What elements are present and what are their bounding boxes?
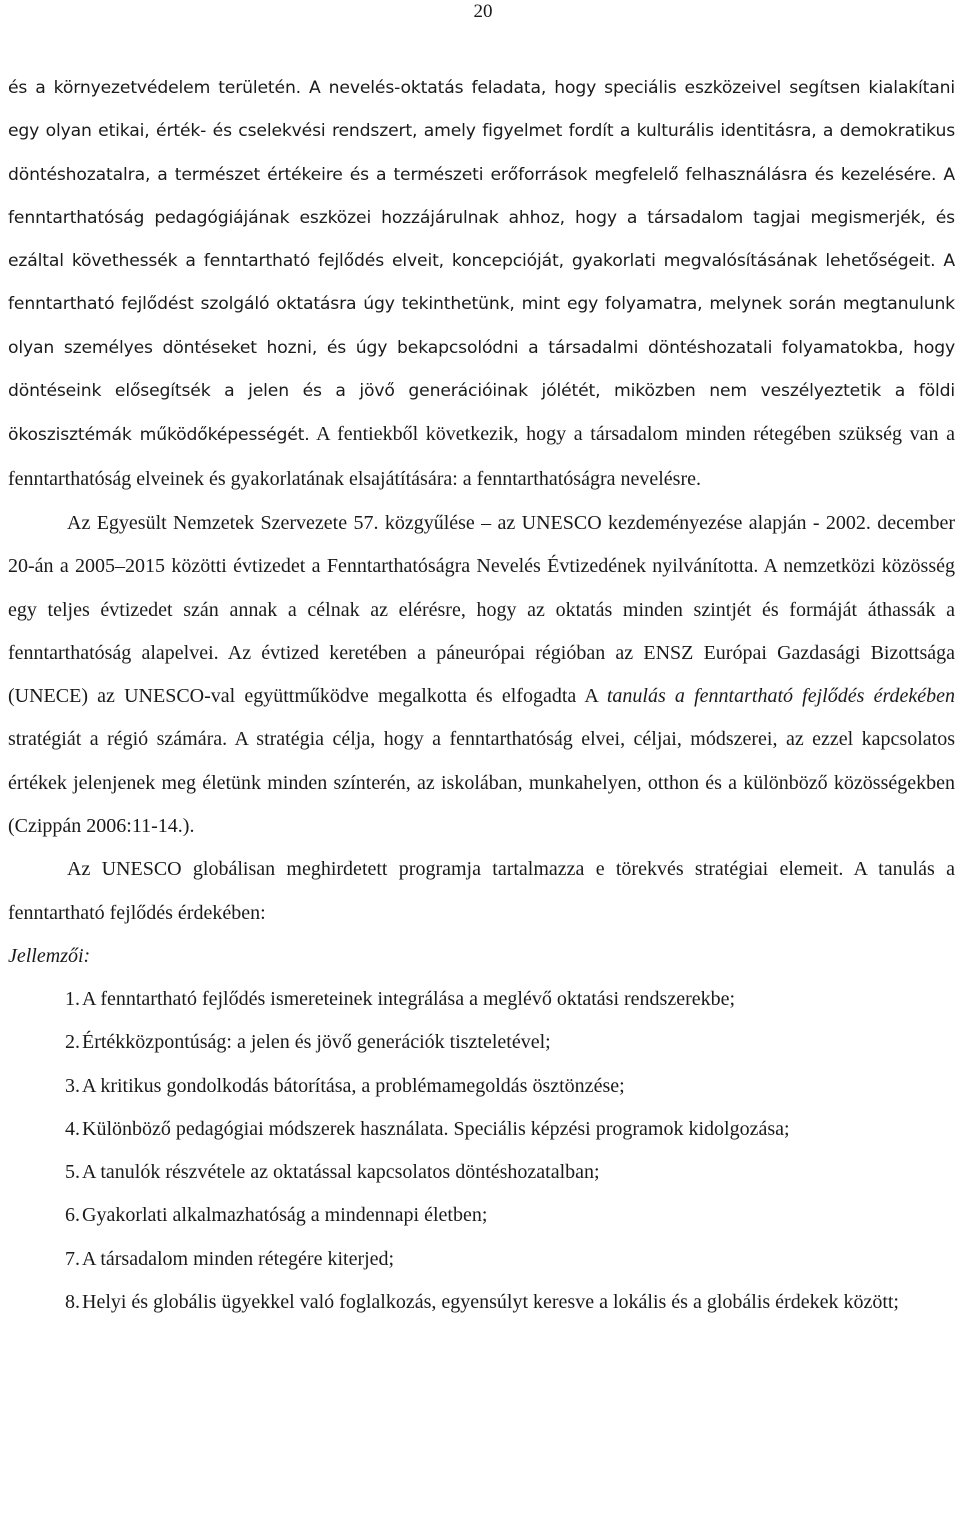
paragraph-serif-text: A fentiekből következik, hogy a társadalom minden rétegében szükség van a fenntarthatóság elveinek és gyakorlatának elsajátítására: a fenntarthatóságra nevelésre. <box>8 423 955 490</box>
paragraph-un-decade <box>8 502 955 848</box>
list-item-number: 3. <box>65 1074 80 1097</box>
list-item-text: A kritikus gondolkodás bátorítása, a problémamegoldás ösztönzése; <box>82 1074 625 1097</box>
paragraph-sustainability-education <box>8 67 955 502</box>
list-item-number: 1. <box>65 987 80 1010</box>
document-body <box>8 67 955 1324</box>
page-number: 20 <box>473 1 493 22</box>
list-item <box>8 1281 955 1324</box>
list-item-number: 5. <box>65 1161 80 1184</box>
list-item <box>8 1151 955 1194</box>
characteristics-label: Jellemzői: <box>8 944 91 967</box>
paragraph-unesco-program: Az UNESCO globálisan meghirdetett programja tartalmazza e törekvés stratégiai elemeit. A tanulás a fenntartható fejlődés érdekében: <box>8 858 955 924</box>
list-item-text: A fenntartható fejlődés ismereteinek integrálása a meglévő oktatási rendszerekbe; <box>82 987 736 1010</box>
list-item <box>8 1238 955 1281</box>
list-item-text: Különböző pedagógiai módszerek használata. Speciális képzési programok kidolgozása; <box>82 1117 790 1140</box>
characteristics-list <box>8 978 955 1324</box>
list-item-number: 6. <box>65 1204 80 1227</box>
list-item <box>8 1108 955 1151</box>
list-item <box>8 1194 955 1237</box>
paragraph-un-decade-text-2: stratégiát a régió számára. A stratégia célja, hogy a fenntarthatóság elvei, céljai, módszerei, az ezzel kapcsolatos értékek jelenjenek meg életünk minden színterén, az iskolában, munkahelyen, otthon és a különböző közösségekben (Czippán 2006:11-14.). <box>8 728 955 838</box>
paragraph-sans-text: és a környezetvédelem területén. A nevelés-oktatás feladata, hogy speciális eszközeivel segítsen kialakítani egy olyan etikai, érték- és cselekvési rendszert, amely figyelmet fordít a kulturális identitásra, a demokratikus döntéshozatalra, a természet értékeire és a természeti erőforrások megfelelő felhasználásra és kezelésére. A fenntarthatóság pedagógiájának eszközei hozzájárulnak ahhoz, hogy a társadalom tagjai megismerjék, és ezáltal követhessék a fenntartható fejlődés elveit, koncepcióját, gyakorlati megvalósításának lehetőségeit. A fenntartható fejlődést szolgáló oktatásra úgy tekinthetünk, mint egy folyamatra, melynek során megtanulunk olyan személyes döntéseket hozni, és úgy bekapcsolódni a társadalmi döntéshozatali folyamatokba, hogy döntéseink elősegítsék a jelen és a jövő generációinak jólétét, miközben nem veszélyeztetik a földi ökoszisztémák működőképességét. <box>8 78 955 446</box>
list-item-text: Gyakorlati alkalmazhatóság a mindennapi életben; <box>82 1204 488 1227</box>
list-item-number: 8. <box>65 1291 80 1314</box>
list-item-text: Helyi és globális ügyekkel való foglalkozás, egyensúlyt keresve a lokális és a globális érdekek között; <box>82 1291 899 1314</box>
paragraph-un-decade-text-1: Az Egyesült Nemzetek Szervezete 57. közgyűlése – az UNESCO kezdeményezése alapján - 2002. december 20-án a 2005–2015 közötti évtizedet a Fenntarthatóságra Nevelés Évtizedének nyilvánította. A nemzetközi közösség egy teljes évtizedet szán annak a célnak az elérésre, hogy az oktatás minden szintjét és formáját áthassák a fenntarthatóság alapelvei. Az évtized keretében a páneurópai régióban az ENSZ Európai Gazdasági Bizottsága (UNECE) az UNESCO-val együttműködve megalkotta és elfogadta A <box>8 511 955 708</box>
list-item-number: 4. <box>65 1117 80 1140</box>
list-item <box>8 978 955 1021</box>
list-item <box>8 1021 955 1064</box>
list-item-number: 2. <box>65 1031 80 1054</box>
list-item-number: 7. <box>65 1247 80 1270</box>
list-item-text: A társadalom minden rétegére kiterjed; <box>82 1247 395 1270</box>
list-item-text: A tanulók részvétele az oktatással kapcsolatos döntéshozatalban; <box>82 1161 600 1184</box>
list-item <box>8 1065 955 1108</box>
strategy-title-italic: tanulás a fenntartható fejlődés érdekében <box>606 685 955 708</box>
list-item-text: Értékközpontúság: a jelen és jövő generációk tiszteletével; <box>82 1031 551 1054</box>
